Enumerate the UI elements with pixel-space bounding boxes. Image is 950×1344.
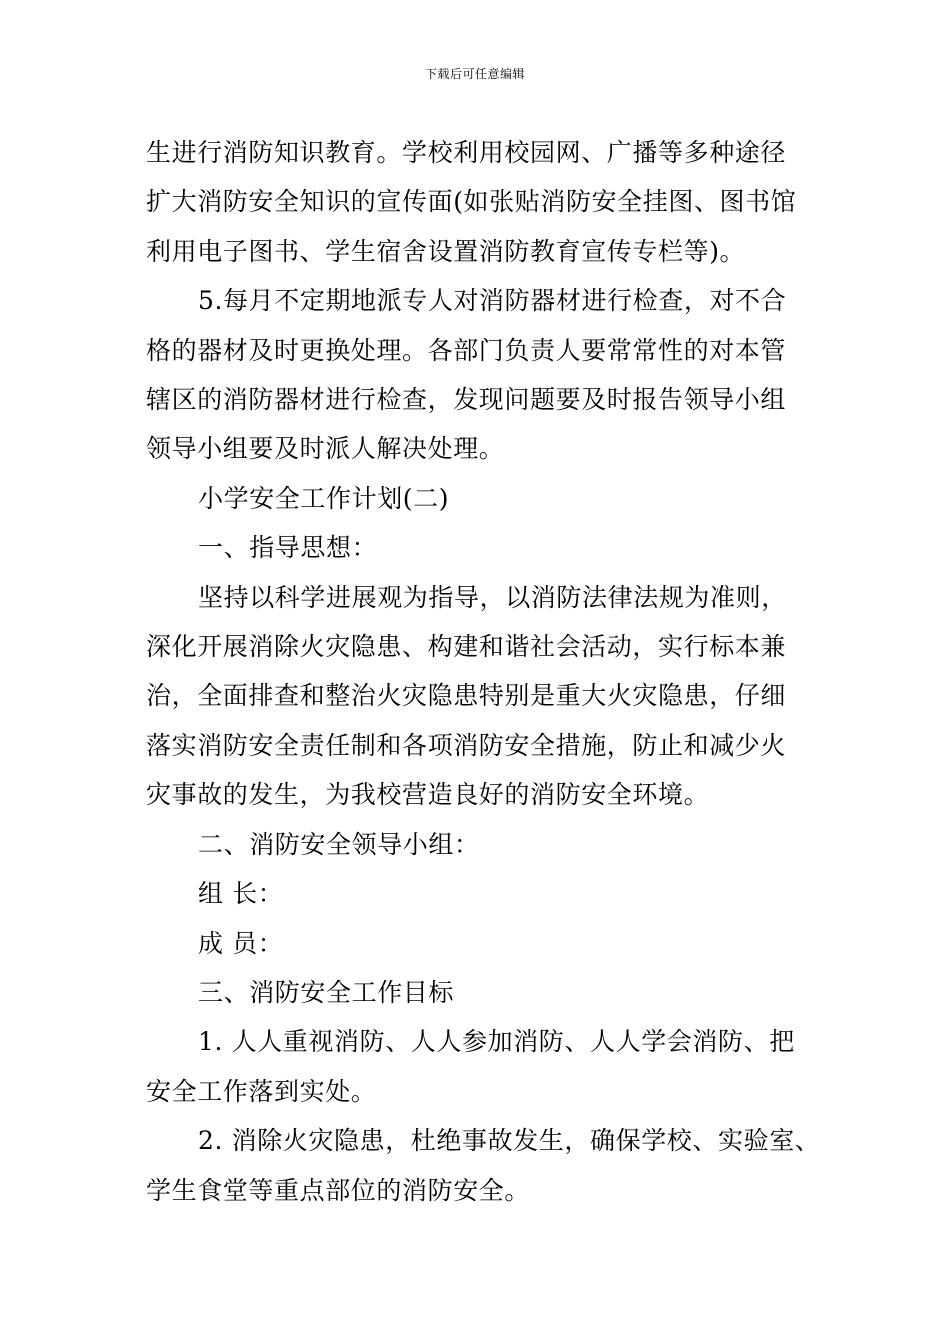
document-body [146,128,821,1215]
text-line: 扩大消防安全知识的宣传面(如张贴消防安全挂图、图书馆 [146,187,797,217]
text-line: 5.每月不定期地派专人对消防器材进行检查，对不合 [198,286,787,316]
text-line: 安全工作落到实处。 [146,1076,377,1106]
text-line: 领导小组要及时派人解决处理。 [146,434,505,464]
text-line: 辖区的消防器材进行检查，发现问题要及时报告领导小组 [146,385,787,415]
text-line: 落实消防安全责任制和各项消防安全措施，防止和减少火 [146,730,787,760]
paragraph [146,820,818,869]
paragraph [146,919,818,968]
text-line: 治，全面排查和整治火灾隐患特别是重大火灾隐患，仔细 [146,681,787,711]
page-header: 下载后可任意编辑 [424,67,525,81]
text-line: 小学安全工作计划(二) [198,483,450,513]
paragraph [146,523,818,572]
text-line: 坚持以科学进展观为指导，以消防法律法规为准则， [198,582,787,612]
text-line: 组 长： [198,879,284,909]
paragraph [146,474,818,523]
text-line: 2. 消除火灾隐患，杜绝事故发生，确保学校、实验室、 [198,1126,821,1156]
text-line: 学生食堂等重点部位的消防安全。 [146,1175,531,1205]
text-line: 深化开展消除火灾隐患、构建和谐社会活动，实行标本兼 [146,632,787,662]
text-line: 三、消防安全工作目标 [198,977,455,1007]
text-line: 格的器材及时更换处理。各部门负责人要常常性的对本管 [146,335,787,365]
paragraph [146,573,818,820]
paragraph [146,1017,818,1116]
text-line: 二、消防安全领导小组： [198,829,480,859]
text-line: 生进行消防知识教育。学校利用校园网、广播等多种途径 [146,138,787,167]
paragraph [146,276,818,474]
text-line: 灾事故的发生，为我校营造良好的消防安全环境。 [146,780,710,810]
paragraph [146,1116,821,1215]
text-line: 利用电子图书、学生宿舍设置消防教育宣传专栏等)。 [146,236,746,266]
paragraph [146,128,818,276]
text-line: 成 员： [198,928,284,958]
paragraph [146,869,818,918]
text-line: 1. 人人重视消防、人人参加消防、人人学会消防、把 [198,1027,795,1057]
paragraph [146,968,818,1017]
text-line: 一、指导思想： [198,533,378,563]
